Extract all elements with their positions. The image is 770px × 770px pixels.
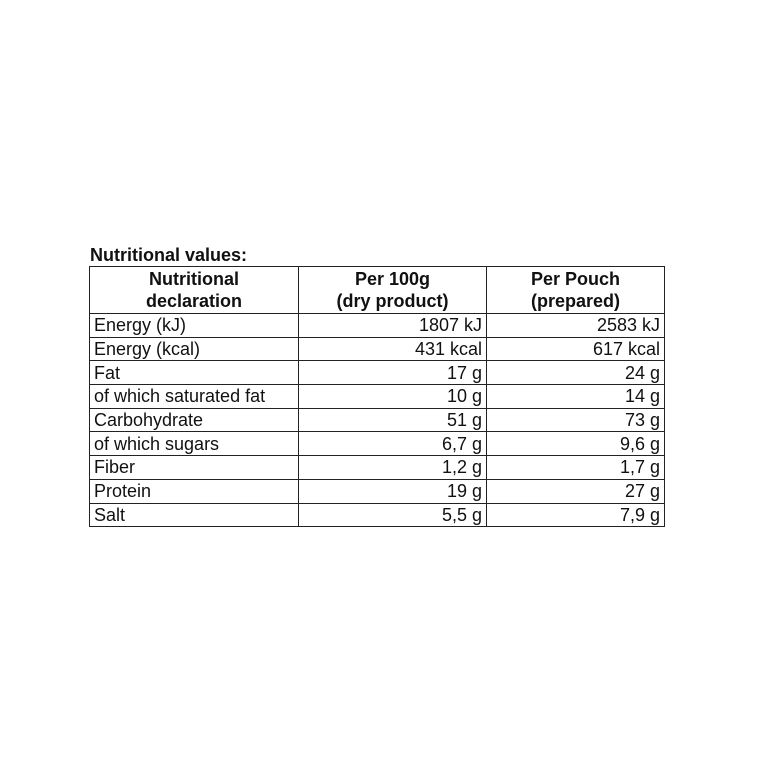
row-pouch: 14 g (487, 385, 665, 409)
nutrition-document (89, 244, 667, 527)
header-col2-line2: (dry product) (336, 291, 449, 311)
table-header-row (90, 267, 665, 314)
nutrition-table (89, 266, 665, 527)
header-col2-line1: Per 100g (354, 269, 431, 289)
header-col1-line1: Nutritional (149, 269, 239, 289)
nutrition-title: Nutritional values: (90, 245, 248, 265)
row-pouch: 27 g (487, 479, 665, 503)
header-nutritional-declaration (90, 267, 299, 314)
row-label: Energy (kJ) (90, 314, 299, 338)
table-row (90, 432, 665, 456)
row-label: Energy (kcal) (90, 337, 299, 361)
row-label: Fiber (90, 456, 299, 480)
row-per100: 6,7 g (299, 432, 487, 456)
row-per100: 17 g (299, 361, 487, 385)
row-label: Protein (90, 479, 299, 503)
row-per100: 431 kcal (299, 337, 487, 361)
row-per100: 1807 kJ (299, 314, 487, 338)
row-pouch: 2583 kJ (487, 314, 665, 338)
row-pouch: 1,7 g (487, 456, 665, 480)
table-row (90, 385, 665, 409)
row-label: Salt (90, 503, 299, 527)
row-per100: 19 g (299, 479, 487, 503)
row-per100: 10 g (299, 385, 487, 409)
row-pouch: 617 kcal (487, 337, 665, 361)
table-row (90, 314, 665, 338)
table-row (90, 456, 665, 480)
row-pouch: 9,6 g (487, 432, 665, 456)
table-row (90, 361, 665, 385)
row-per100: 1,2 g (299, 456, 487, 480)
header-col3-line2: (prepared) (530, 291, 620, 311)
table-row (90, 479, 665, 503)
table-row (90, 408, 665, 432)
header-per-pouch (487, 267, 665, 314)
header-col3-line1: Per Pouch (530, 269, 621, 289)
row-label: Fat (90, 361, 299, 385)
table-row (90, 337, 665, 361)
row-pouch: 24 g (487, 361, 665, 385)
row-label: of which saturated fat (90, 385, 299, 409)
row-label: Carbohydrate (90, 408, 299, 432)
row-pouch: 7,9 g (487, 503, 665, 527)
header-col1-line2: declaration (145, 291, 243, 311)
row-per100: 51 g (299, 408, 487, 432)
header-per-100g (299, 267, 487, 314)
row-per100: 5,5 g (299, 503, 487, 527)
row-label: of which sugars (90, 432, 299, 456)
table-row (90, 503, 665, 527)
row-pouch: 73 g (487, 408, 665, 432)
